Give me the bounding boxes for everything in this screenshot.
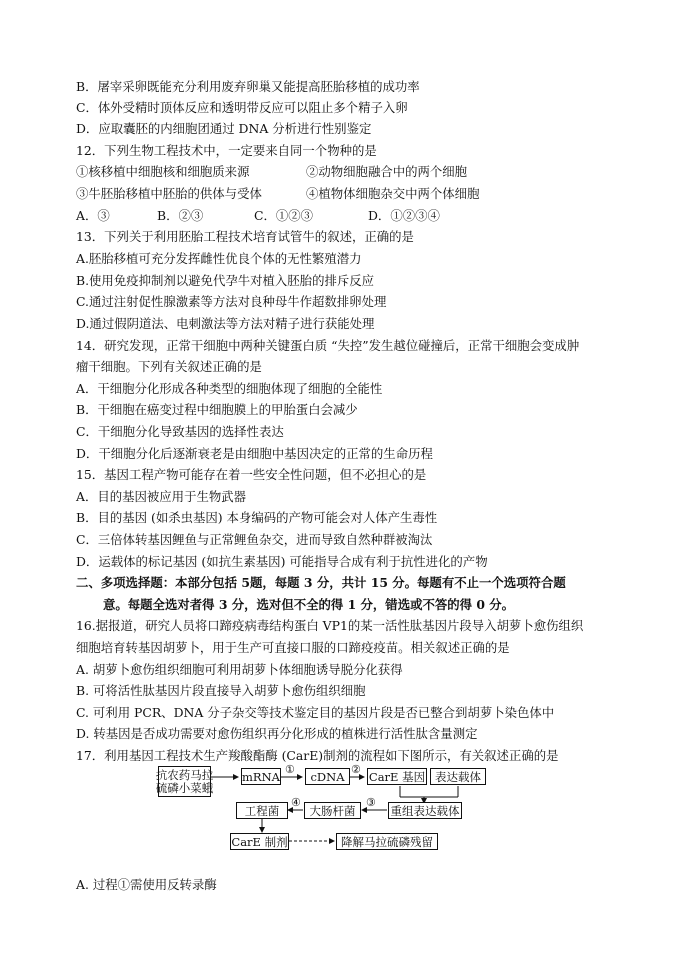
q15-stem: 15．基因工程产物可能存在着一些安全性问题，但不必担心的是 [76,467,427,482]
q11-option-b: B．屠宰采卵既能充分利用废弃卵巢又能提高胚胎移植的成功率 [76,79,420,94]
q13-option-b: B.使用免疫抑制剂以避免代孕牛对植入胚胎的排斥反应 [76,273,375,288]
q15-option-a: A．目的基因被应用于生物武器 [76,489,247,504]
q11-option-c: C．体外受精时顶体反应和透明带反应可以阻止多个精子入卵 [76,100,408,115]
q12-item-4: ④植物体细胞杂交中两个体细胞 [306,186,480,201]
q15-option-d: D．运载体的标记基因 (如抗生素基因) 可能指导合成有利于抗性进化的产物 [76,554,488,569]
diagram-degrade-box: 降解马拉硫磷残留 [336,833,438,850]
q17-option-a: A. 过程①需使用反转录酶 [76,877,217,892]
q13-option-a: A.胚胎移植可充分发挥雌性优良个体的无性繁殖潜力 [76,251,362,266]
q14-stem-line2: 瘤干细胞。下列有关叙述正确的是 [76,359,262,374]
q12-option-c: C．①②③ [254,208,314,223]
diagram-engineered-box: 工程菌 [236,802,288,819]
q12-item-2: ②动物细胞融合中的两个细胞 [306,164,468,179]
diagram-mrna-box: mRNA [242,769,280,784]
diagram-vector-box: 表达载体 [430,768,486,785]
source-line1: 抗农药马拉 [155,767,214,782]
diagram-care-agent-box: CarE 制剂 [231,834,288,849]
q16-option-c: C. 可利用 PCR、DNA 分子杂交等技术鉴定目的基因片段是否已整合到胡萝卜染色体中 [76,705,555,720]
q16-stem-line2: 细胞培育转基因胡萝卜，用于生产可直接口服的口蹄疫疫苗。相关叙述正确的是 [76,640,510,655]
diagram-cdna-box: cDNA [305,768,350,785]
q15-option-c: C．三倍体转基因鲤鱼与正常鲤鱼杂交，进而导致自然种群被淘汰 [76,532,433,547]
source-line2: 硫磷小菜蛾 [155,780,214,795]
diagram-ecoli-box: 大肠杆菌 [304,802,361,819]
q14-option-d: D．干细胞分化后逐渐衰老是由细胞中基因决定的正常的生命历程 [76,446,433,461]
section2-heading-line2: 意。每题全选对者得 3 分，选对但不全的得 1 分，错选或不答的得 0 分。 [103,597,515,612]
q12-option-a: A．③ [76,208,110,223]
diagram-source-box [155,766,214,797]
q12-option-b: B．②③ [157,208,204,223]
q14-option-c: C．干细胞分化导致基因的选择性表达 [76,424,284,439]
q11-option-d: D．应取囊胚的内细胞团通过 DNA 分析进行性别鉴定 [76,121,372,136]
q12-stem: 12．下列生物工程技术中，一定要来自同一个物种的是 [76,143,377,158]
q12-option-d: D．①②③④ [368,208,440,223]
q14-option-b: B．干细胞在癌变过程中细胞膜上的甲胎蛋白会减少 [76,402,358,417]
q16-option-d: D. 转基因是否成功需要对愈伤组织再分化形成的植株进行活性肽含量测定 [76,726,478,741]
q14-option-a: A．干细胞分化形成各种类型的细胞体现了细胞的全能性 [76,381,383,396]
q17-stem: 17．利用基因工程技术生产羧酸酯酶 (CarE)制剂的流程如下图所示，有关叙述正确的是 [76,748,559,763]
q16-stem-line1: 16.据报道，研究人员将口蹄疫病毒结构蛋白 VP1的某一活性肽基因片段导入胡萝卜愈伤组织 [76,618,584,633]
q16-option-b: B. 可将活性肽基因片段直接导入胡萝卜愈伤组织细胞 [76,683,366,698]
q12-item-3: ③牛胚胎移植中胚胎的供体与受体 [76,186,262,201]
section2-heading-line1: 二、多项选择题：本部分包括 5题，每题 3 分，共计 15 分。每题有不止一个选项符合题 [76,575,566,590]
step-2-label: ② [351,763,361,776]
q14-stem-line1: 14．研究发现，正常干细胞中两种关键蛋白质 “失控”发生越位碰撞后，正常干细胞会变成肿 [76,338,580,353]
q13-stem: 13．下列关于利用胚胎工程技术培育试管牛的叙述，正确的是 [76,229,414,244]
step-4-label: ④ [291,796,301,809]
diagram-care-gene-box: CarE 基因 [368,769,426,784]
q12-item-1: ①核移植中细胞核和细胞质来源 [76,164,250,179]
q13-option-d: D.通过假阴道法、电刺激法等方法对精子进行获能处理 [76,316,375,331]
diagram-recombinant-box: 重组表达载体 [388,802,462,819]
q16-option-a: A. 胡萝卜愈伤组织细胞可利用胡萝卜体细胞诱导脱分化获得 [76,662,403,677]
step-3-label: ③ [366,796,376,809]
q13-option-c: C.通过注射促性腺激素等方法对良种母牛作超数排卵处理 [76,294,387,309]
step-1-label: ① [285,763,295,776]
q15-option-b: B．目的基因 (如杀虫基因) 本身编码的产物可能会对人体产生毒性 [76,510,438,525]
